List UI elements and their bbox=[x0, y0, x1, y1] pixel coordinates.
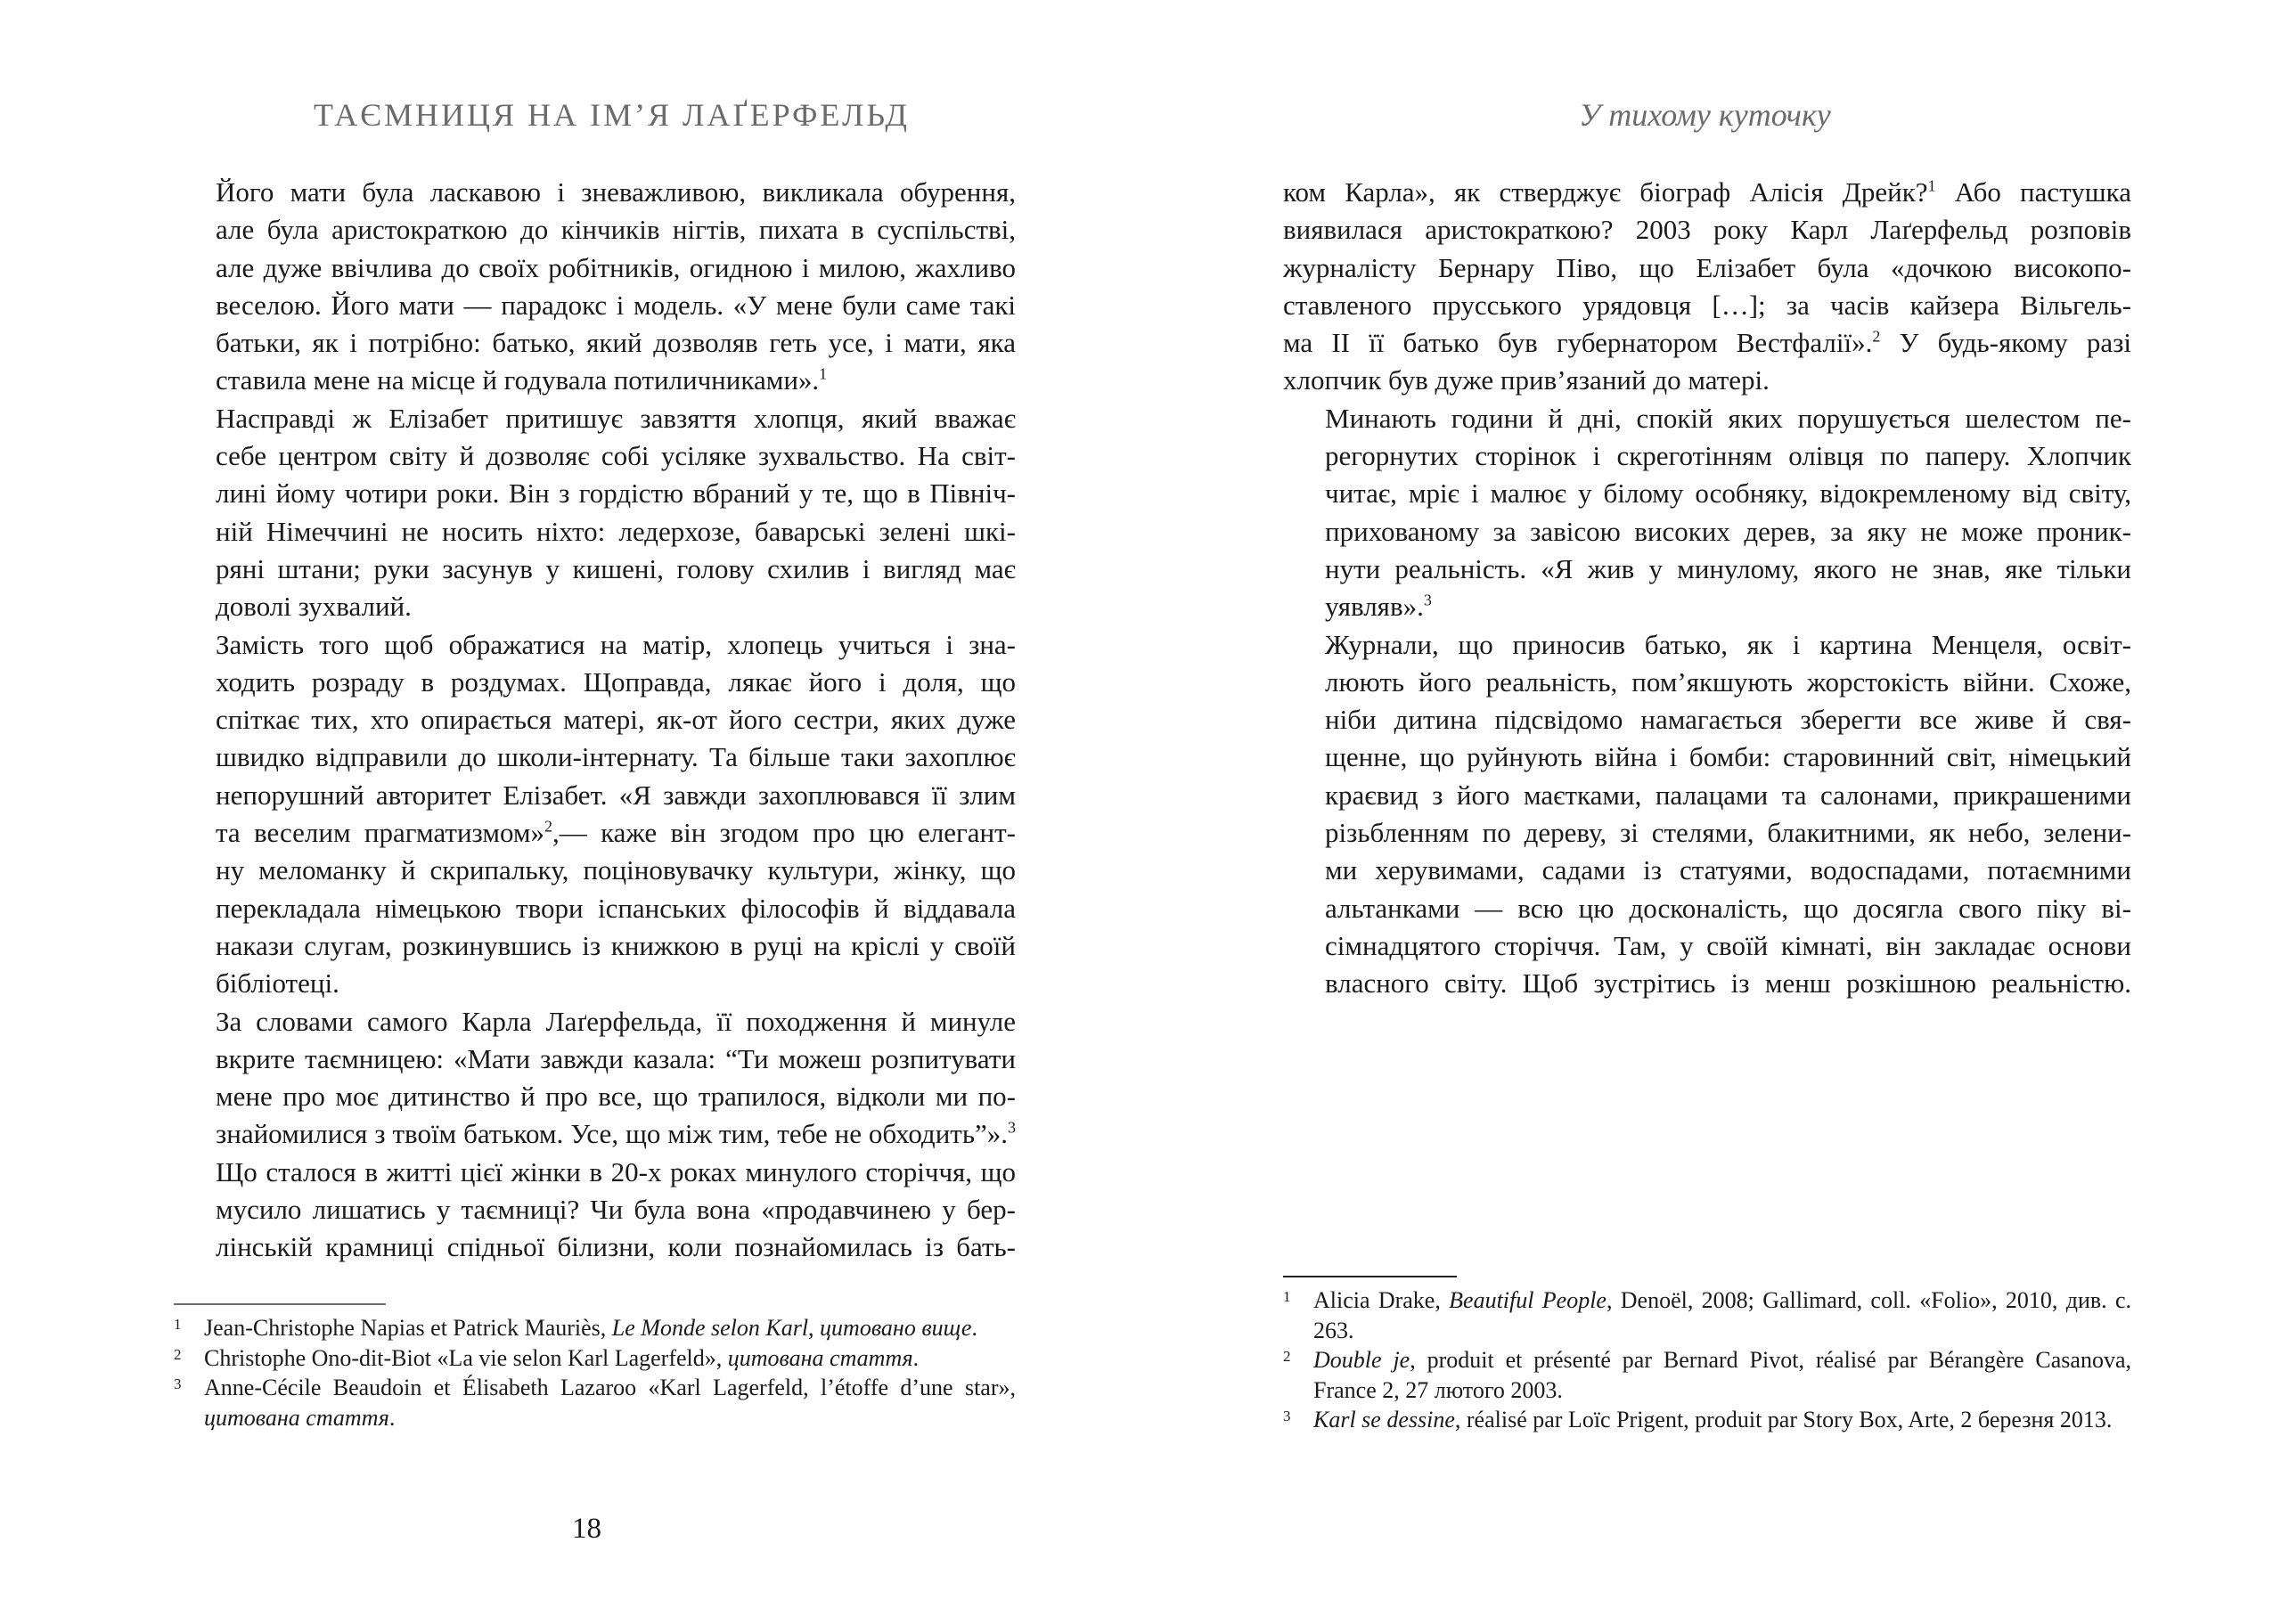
text-line: Що сталося в житті цієї жінки в 20-х роках минулого сторіччя, що bbox=[216, 1155, 1016, 1187]
footnote-separator bbox=[174, 1303, 386, 1305]
text-line: лині йому чотири роки. Він з гордістю вбраний у те, що в Північ- bbox=[216, 477, 1016, 510]
footnote-number: 3 bbox=[1283, 1408, 1291, 1424]
left-page bbox=[0, 0, 1140, 1624]
footnote-ref[interactable]: 1 bbox=[1927, 176, 1936, 195]
text-line: ходить розраду в роздумах. Щоправда, лякає його і доля, що bbox=[216, 665, 1016, 698]
text-line: Його мати була ласкавою і зневажливою, викликала обурення, bbox=[216, 176, 1016, 208]
paragraph bbox=[174, 400, 1016, 626]
paragraph bbox=[174, 1003, 1016, 1267]
text-line: ній Німеччині не носить ніхто: ледерхозе, баварські зелені шкі- bbox=[216, 515, 1016, 547]
text-line: Насправді ж Елізабет притишує завзяття хлопця, який вважає bbox=[216, 402, 1016, 434]
text-line: сімнадцятого сторіччя. Там, у своїй кімнаті, він закладає основи bbox=[1325, 929, 2131, 961]
text-line: мене про моє дитинство й про все, що трапилося, відколи ми по- bbox=[216, 1081, 1016, 1113]
paragraph bbox=[1283, 400, 2131, 626]
text-line: За словами самого Карла Лаґерфельда, її походження й минуле bbox=[216, 1005, 1016, 1037]
footnote-number: 2 bbox=[174, 1345, 182, 1363]
footnote-number: 1 bbox=[1283, 1288, 1291, 1305]
text-line: себе центром світу й дозволяє собі усіляке зухвальство. На світ- bbox=[216, 440, 1016, 472]
footnote-ref[interactable]: 1 bbox=[819, 365, 828, 384]
text-line: щенне, що руйнують війна і бомби: старовинний світ, німецький bbox=[1325, 741, 2131, 773]
text-line: нути реальність. «Я жив у минулому, якого не знав, яке тільки bbox=[1325, 552, 2131, 584]
text-line: ком Карла», як стверджує біограф Алісія Дрейк?$^1$ Або пастушка bbox=[1283, 176, 2131, 208]
text-line: ма II її батько був губернатором Вестфалії».$^2$ У будь-якому разі bbox=[1283, 327, 2132, 359]
text-line: непорушний авторитет Елізабет. «Я завжди захоплювався її злим bbox=[216, 779, 1016, 811]
text-line: але дуже ввічлива до своїх робітників, огидною і милою, жахливо bbox=[216, 251, 1016, 283]
footnote: 1 Jean-Christophe Napias et Patrick Mauriès, Le Monde selon Karl, цитовано вище. bbox=[174, 1313, 1016, 1343]
text-line: але була аристократкою до кінчиків нігтів, пихата в суспільстві, bbox=[216, 214, 1016, 246]
paragraph bbox=[174, 626, 1016, 1003]
text-line: хлопчик був дуже прив’язаний до матері. bbox=[1283, 364, 1770, 396]
right-footnotes bbox=[1283, 1285, 2131, 1435]
text-line: та веселим прагматизмом»$^2$,— каже він згодом про цю елегант- bbox=[216, 817, 1016, 849]
text-line: мусило лишатись у таємниці? Чи була вона «продавчинею у бер- bbox=[216, 1194, 1016, 1226]
right-body-text bbox=[1283, 174, 2131, 1003]
text-line: доволі зухвалий. bbox=[216, 591, 412, 623]
right-page bbox=[1140, 0, 2281, 1624]
footnote: 3 Karl se dessine, réalisé par Loïc Prigent, produit par Story Box, Arte, 2 березня 2013. bbox=[1283, 1405, 2131, 1435]
text-line: швидко відправили до школи-інтернату. Та більше таки захоплює bbox=[216, 741, 1016, 773]
text-line: ми херувимами, садами із статуями, водоспадами, потаємними bbox=[1325, 854, 2131, 886]
text-line: власного світу. Щоб зустрітись із менш розкішною реальністю. bbox=[1325, 967, 2131, 1000]
paragraph bbox=[1283, 174, 2131, 400]
footnote-ref[interactable]: 2 bbox=[1872, 327, 1881, 346]
text-line: бібліотеці. bbox=[216, 967, 339, 1000]
paragraph bbox=[174, 174, 1016, 400]
text-line: ряні штани; руки засунув у кишені, голову схилив і вигляд має bbox=[216, 552, 1016, 584]
text-line: ставила мене на місце й годувала потиличниками».$^1$ bbox=[216, 364, 828, 396]
text-line: ставленого прусського урядовця […]; за часів кайзера Вільгель- bbox=[1283, 289, 2131, 321]
text-line: накази слугам, розкинувшись із книжкою в руці на кріслі у своїй bbox=[216, 929, 1016, 961]
text-line: Замість того щоб ображатися на матір, хлопець учиться і зна- bbox=[216, 628, 1016, 660]
text-line: люють його реальність, пом’якшують жорстокість війни. Схоже, bbox=[1325, 665, 2131, 698]
footnote: 1 Alicia Drake, Beautiful People, Denoël, 2008; Gallimard, coll. «Folio», 2010, див. с. 263. bbox=[1283, 1285, 2131, 1345]
text-line: Журнали, що приносив батько, як і картина Менцеля, освіт- bbox=[1325, 628, 2131, 660]
text-line: читає, мріє і малює у білому особняку, відокремленому від світу, bbox=[1325, 477, 2131, 510]
text-line: вкрите таємницею: «Мати завжди казала: “Ти можеш розпитувати bbox=[216, 1042, 1016, 1074]
footnote: 3 Anne-Cécile Beaudoin et Élisabeth Lazaroo «Karl Lagerfeld, l’étoffe d’une star», цитована стаття. bbox=[174, 1373, 1016, 1432]
footnote-ref[interactable]: 3 bbox=[1008, 1119, 1016, 1138]
footnote: 2 Christophe Ono-dit-Biot «La vie selon Karl Lagerfeld», цитована стаття. bbox=[174, 1343, 1016, 1374]
text-line: різьбленням по дереву, зі стелями, блакитними, як небо, зелени- bbox=[1325, 817, 2131, 849]
footnote: 2 Double je, produit et présenté par Bernard Pivot, réalisé par Bérangère Casanova, France 2, 27 лютого 2003. bbox=[1283, 1345, 2131, 1405]
text-line: регорнутих сторінок і скреготінням олівця по паперу. Хлопчик bbox=[1325, 440, 2131, 472]
text-line: уявляв».$^3$ bbox=[1325, 591, 1432, 623]
text-line: краєвид з його маєтками, палацами та салонами, прикрашеними bbox=[1325, 779, 2131, 811]
text-line: спіткає тих, хто опирається матері, як-от його сестри, яких дуже bbox=[216, 704, 1016, 736]
text-line: ну меломанку й скрипальку, поціновувачку культури, жінку, що bbox=[216, 854, 1016, 886]
running-head-book-title: ТАЄМНИЦЯ НА ІМ’Я ЛАҐЕРФЕЛЬД bbox=[314, 97, 910, 133]
footnote-ref[interactable]: 2 bbox=[544, 817, 552, 836]
footnote-separator bbox=[1283, 1276, 1457, 1277]
footnote-ref[interactable]: 3 bbox=[1423, 591, 1432, 609]
text-line: журналісту Бернару Піво, що Елізабет була «дочкою високопо- bbox=[1283, 251, 2131, 283]
footnote-number: 2 bbox=[1283, 1348, 1291, 1365]
text-line: Минають години й дні, спокій яких порушується шелестом пе- bbox=[1325, 402, 2131, 434]
text-line: виявилася аристократкою? 2003 року Карл Лаґерфельд розповів bbox=[1283, 214, 2131, 246]
text-line: лінській крамниці спідньої білизни, коли познайомилась із бать- bbox=[216, 1231, 1016, 1263]
text-line: ніби дитина підсвідомо намагається зберегти все живе й свя- bbox=[1325, 704, 2131, 736]
paragraph bbox=[1283, 626, 2131, 1003]
text-line: перекладала німецькою твори іспанських філософів й віддавала bbox=[216, 892, 1016, 924]
text-line: знайомилися з твоїм батьком. Усе, що між тим, тебе не обходить”».$^3$ bbox=[216, 1118, 1016, 1150]
running-head-chapter-title: У тихому куточку bbox=[1579, 97, 1831, 133]
page-number: 18 bbox=[572, 1513, 601, 1545]
left-footnotes bbox=[174, 1313, 1016, 1432]
left-body-text bbox=[174, 174, 1016, 1267]
footnote-number: 3 bbox=[174, 1375, 182, 1392]
text-line: веселою. Його мати — парадокс і модель. «У мене були саме такі bbox=[216, 289, 1016, 321]
text-line: батьки, як і потрібно: батько, який дозволяв геть усе, і мати, яка bbox=[216, 327, 1016, 359]
footnote-number: 1 bbox=[174, 1316, 182, 1333]
text-line: альтанками — всю цю досконалість, що досягла свого піку ві- bbox=[1325, 892, 2131, 924]
text-line: прихованому за завісою високих дерев, за яку не може проник- bbox=[1325, 515, 2131, 547]
